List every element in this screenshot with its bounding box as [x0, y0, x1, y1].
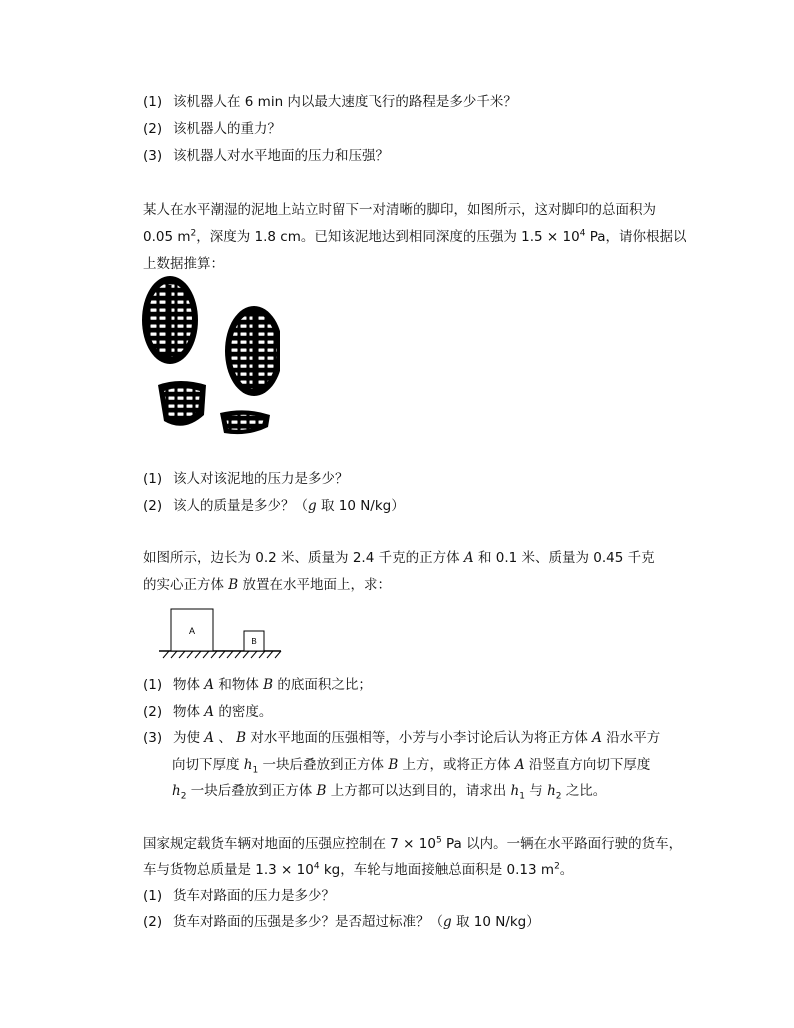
variable-g: g [443, 914, 452, 930]
text-segment: 。 [559, 862, 574, 878]
q3-stem-line-1 [143, 548, 655, 568]
q3-item-3-line-1 [143, 728, 660, 748]
q4-stem-line-2 [143, 860, 573, 880]
right-sole-icon [225, 306, 280, 396]
text-segment: ，深度为 1.8 cm。已知该泥地达到相同深度的压强为 1.5 × 10 [196, 229, 580, 245]
text-segment: 一块后叠放到正方体 [258, 757, 389, 773]
cube-a-label: A [188, 626, 196, 636]
item-text: 货车对路面的压力是多少？ [173, 888, 335, 904]
footprints-figure [140, 275, 280, 437]
q4-stem-line-1 [143, 834, 682, 854]
variable-b: B [388, 757, 399, 773]
text-segment: 对水平地面的压强相等，小芳与小李讨论后认为将正方体 [246, 730, 593, 746]
superscript: 5 [435, 835, 442, 846]
q3-item-3-line-2 [172, 755, 650, 775]
item-text: 该人对该泥地的压力是多少？ [173, 471, 349, 487]
text-segment: 的实心正方体 [143, 577, 229, 593]
variable-g: g [308, 498, 317, 514]
superscript: 2 [190, 228, 197, 239]
text-segment: Pa 以内。一辆在水平路面行驶的货车， [441, 836, 683, 852]
q2-item-2 [143, 496, 405, 516]
text-segment: 如图所示，边长为 0.2 米、质量为 2.4 千克的正方体 [143, 550, 464, 566]
text-segment: 与 [524, 783, 548, 799]
q3-stem-line-2 [143, 575, 391, 595]
text-segment: 、 [214, 730, 237, 746]
text-segment: 和物体 [214, 677, 264, 693]
text-segment: 国家规定载货车辆对地面的压强应控制在 7 × 10 [143, 836, 436, 852]
variable-h: h [243, 757, 253, 773]
subscript: 2 [555, 791, 562, 802]
text-segment: 该人的质量是多少？（ [173, 498, 308, 514]
item-number: (3) [143, 730, 163, 746]
item-number: (1) [143, 471, 163, 487]
text-segment: 之比。 [561, 783, 607, 799]
item-text: 该机器人在 6 min 内以最大速度飞行的路程是多少千米？ [173, 94, 517, 110]
text-segment: 的底面积之比； [273, 677, 372, 693]
text-segment: 上方，或将正方体 [398, 757, 515, 773]
item-number: (2) [143, 121, 163, 137]
q3-item-2 [143, 702, 272, 722]
variable-b: B [236, 730, 247, 746]
text-segment: 和 0.1 米、质量为 0.45 千克 [473, 550, 655, 566]
left-heel-icon [158, 381, 206, 426]
variable-a: A [204, 704, 215, 720]
variable-a: A [204, 677, 215, 693]
variable-b: B [263, 677, 274, 693]
superscript: 4 [313, 861, 320, 872]
item-number: (2) [143, 498, 163, 514]
text-segment: 车与货物总质量是 1.3 × 10 [143, 862, 314, 878]
text-segment: kg，车轮与地面接触总面积是 0.13 m [319, 862, 555, 878]
variable-h: h [172, 783, 181, 799]
q2-item-1 [143, 469, 349, 489]
variable-a: A [204, 730, 215, 746]
subscript: 1 [519, 791, 525, 802]
variable-a: A [463, 550, 474, 566]
q1-item-3 [143, 146, 389, 166]
item-number: (2) [143, 704, 163, 720]
item-text: 该机器人对水平地面的压力和压强？ [173, 148, 389, 164]
text-segment: 沿水平方 [601, 730, 661, 746]
q4-item-1 [143, 886, 335, 906]
item-number: (2) [143, 914, 163, 930]
text-segment: 0.05 m [143, 229, 191, 245]
cube-b-label: B [251, 637, 257, 646]
q2-stem-line-1: 某人在水平潮湿的泥地上站立时留下一对清晰的脚印，如图所示，这对脚印的总面积为 [143, 202, 656, 218]
text-segment: 为使 [173, 730, 205, 746]
cubes-figure [155, 603, 285, 661]
subscript: 1 [252, 765, 259, 776]
text-segment: 沿竖直方向切下厚度 [524, 757, 651, 773]
text-segment: 向切下厚度 [172, 757, 244, 773]
superscript: 4 [579, 228, 586, 239]
text-segment: 取 10 N/kg） [451, 914, 540, 930]
left-sole-icon [142, 276, 198, 364]
item-number: (1) [143, 94, 163, 110]
item-number: (3) [143, 148, 163, 164]
text-segment: 上方都可以达到目的，请求出 [326, 783, 511, 799]
subscript: 2 [180, 791, 187, 802]
q3-item-1 [143, 675, 372, 695]
text-segment: 物体 [173, 704, 205, 720]
variable-h: h [510, 783, 520, 799]
superscript: 2 [554, 861, 560, 872]
text-segment: 一块后叠放到正方体 [186, 783, 317, 799]
q1-item-1 [143, 92, 517, 112]
right-heel-icon [220, 410, 270, 434]
item-text: 该机器人的重力？ [173, 121, 281, 137]
variable-b: B [228, 577, 239, 593]
q1-item-2 [143, 119, 281, 139]
variable-h: h [547, 783, 556, 799]
q2-stem-line-3: 上数据推算： [143, 256, 224, 272]
item-number: (1) [143, 677, 163, 693]
text-segment: 货车对路面的压强是多少？是否超过标准？（ [173, 914, 443, 930]
q2-stem-line-2 [143, 227, 687, 247]
variable-a: A [592, 730, 602, 746]
q3-item-3-line-3 [172, 781, 606, 801]
text-segment: Pa，请你根据以 [585, 229, 687, 245]
text-segment: 放置在水平地面上，求： [238, 577, 392, 593]
item-number: (1) [143, 888, 163, 904]
text-segment: 的密度。 [214, 704, 273, 720]
variable-b: B [316, 783, 327, 799]
text-segment: 取 10 N/kg） [316, 498, 405, 514]
variable-a: A [514, 757, 525, 773]
text-segment: 物体 [173, 677, 205, 693]
ground-icon [159, 651, 281, 658]
q4-item-2 [143, 912, 540, 932]
